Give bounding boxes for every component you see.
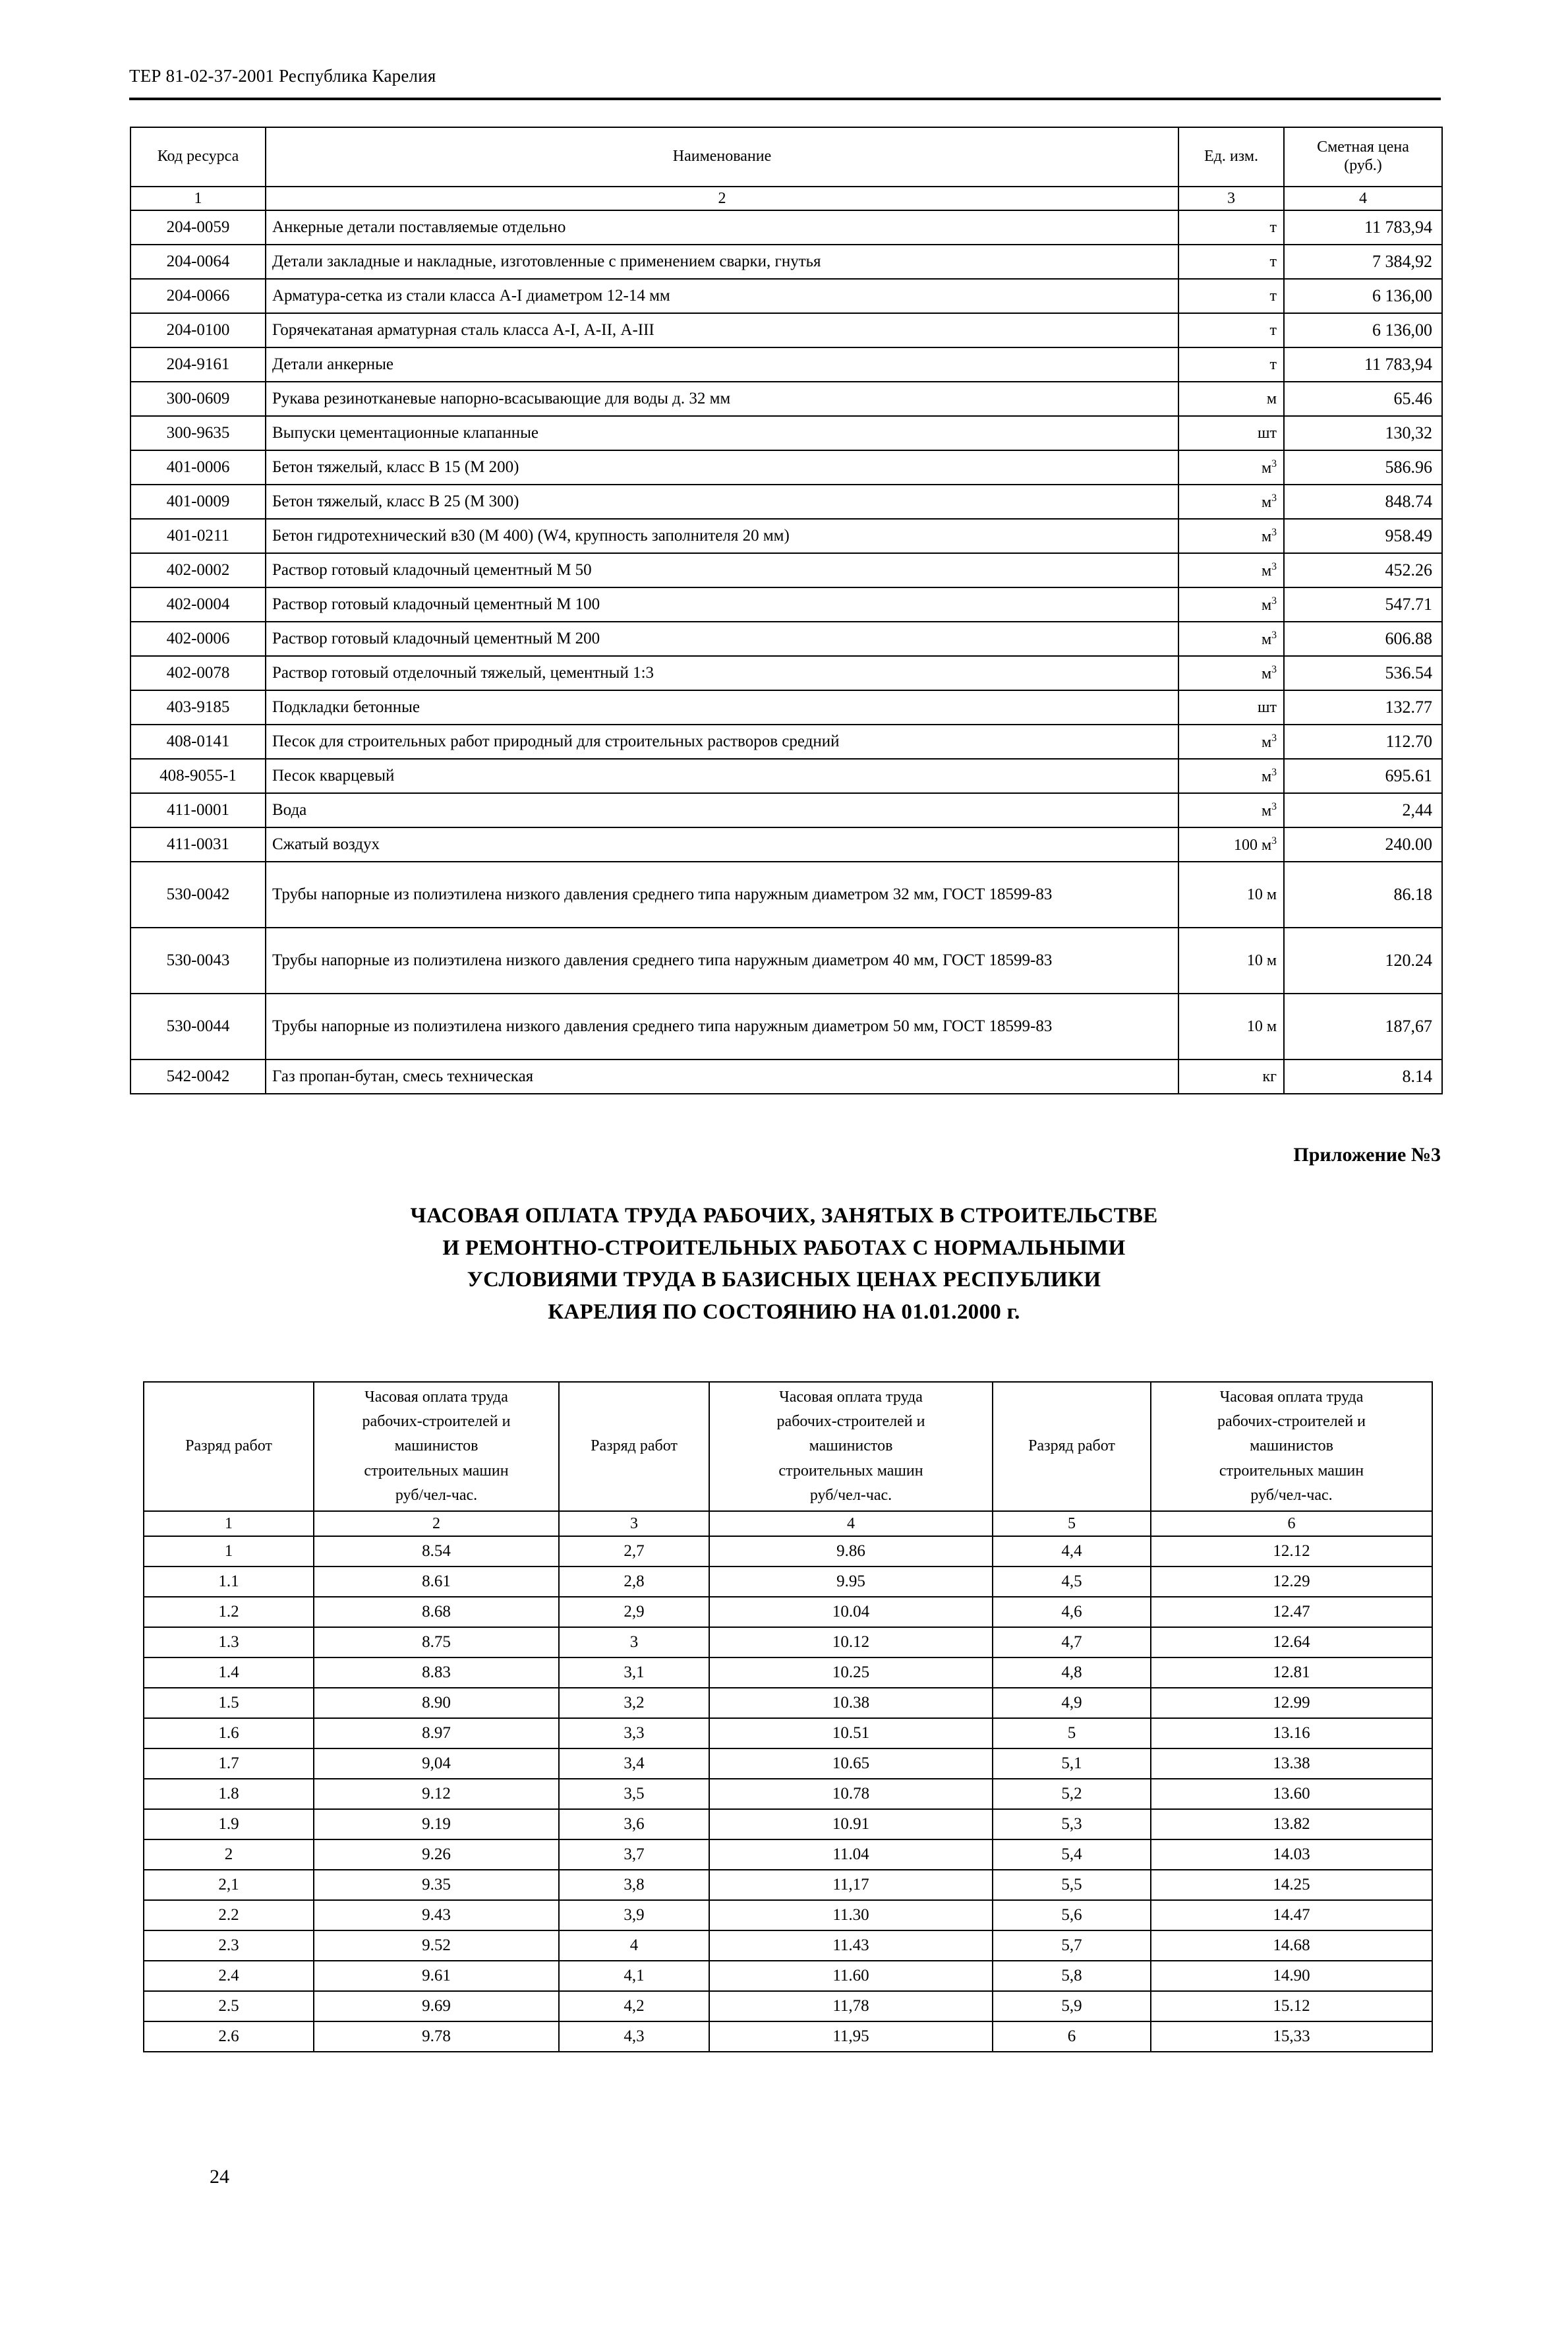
wage-grade-cell: 2,8 (559, 1567, 709, 1597)
wage-rate-cell: 8.90 (314, 1688, 559, 1718)
resource-unit-cell: $м^3$ (1178, 519, 1284, 553)
wage-rate-cell: 9.86 (709, 1536, 993, 1567)
resource-unit-cell: м (1178, 382, 1284, 416)
wage-rate-cell: 11,17 (709, 1870, 993, 1900)
wage-rate-cell: 10.12 (709, 1627, 993, 1657)
resource-name-cell: Раствор готовый кладочный цементный М 100 (266, 587, 1178, 622)
table-row (131, 622, 1442, 656)
appendix-title (0, 1200, 1568, 1328)
wage-grade-cell: 5,5 (993, 1870, 1151, 1900)
table-row (144, 1536, 1432, 1567)
resource-price-cell: 112.70 (1284, 725, 1442, 759)
wage-grade-cell: 5 (993, 1718, 1151, 1748)
resource-code-cell: 408-9055-1 (131, 759, 266, 793)
wage-grade-cell: 4,1 (559, 1961, 709, 1991)
wage-rate-cell: 8.68 (314, 1597, 559, 1627)
table-row (144, 1961, 1432, 1991)
resource-code-cell: 530-0042 (131, 862, 266, 928)
wage-rate-cell: 11.43 (709, 1930, 993, 1961)
wage-rate-cell: 8.61 (314, 1567, 559, 1597)
resource-code-cell: 402-0004 (131, 587, 266, 622)
wage-grade-cell: 3,5 (559, 1779, 709, 1809)
appendix-title-line: И РЕМОНТНО-СТРОИТЕЛЬНЫХ РАБОТАХ С НОРМАЛЬНЫМИ (442, 1236, 1126, 1260)
wage-grade-cell: 2,7 (559, 1536, 709, 1567)
resource-name-cell: Трубы напорные из полиэтилена низкого давления среднего типа наружным диаметром 50 мм, ГОСТ 18599-83 (266, 994, 1178, 1060)
wage-rate-cell: 14.47 (1151, 1900, 1432, 1930)
resource-unit-cell: $м^3$ (1178, 793, 1284, 827)
wage-header-rate-line: руб/чел-час. (1250, 1486, 1333, 1504)
wage-rate-cell: 14.03 (1151, 1839, 1432, 1870)
wage-header-rate-line: руб/чел-час. (809, 1486, 892, 1504)
resource-code-cell: 401-0009 (131, 485, 266, 519)
resource-code-cell: 403-9185 (131, 690, 266, 725)
wage-grade-cell: 4,7 (993, 1627, 1151, 1657)
wage-rate-cell: 12.29 (1151, 1567, 1432, 1597)
resource-price-cell: 586.96 (1284, 450, 1442, 485)
wage-header-grade: Разряд работ (993, 1382, 1151, 1511)
table-row (131, 656, 1442, 690)
resource-code-cell: 411-0001 (131, 793, 266, 827)
header-price-line2: (руб.) (1344, 157, 1382, 174)
wage-grade-cell: 5,2 (993, 1779, 1151, 1809)
resource-name-cell: Сжатый воздух (266, 827, 1178, 862)
resource-price-cell: 132.77 (1284, 690, 1442, 725)
hourly-wage-table-container (143, 1381, 1432, 2052)
wage-grade-cell: 5,4 (993, 1839, 1151, 1870)
resource-code-cell: 204-9161 (131, 347, 266, 382)
page-number: 24 (210, 2166, 229, 2188)
resource-name-cell: Трубы напорные из полиэтилена низкого давления среднего типа наружным диаметром 40 мм, ГОСТ 18599-83 (266, 928, 1178, 994)
resource-code-cell: 530-0044 (131, 994, 266, 1060)
resource-price-table-container (130, 127, 1441, 1094)
resource-unit-cell: $м^3$ (1178, 622, 1284, 656)
table-row (144, 2021, 1432, 2052)
wage-rate-cell: 12.64 (1151, 1627, 1432, 1657)
wage-rate-cell: 12.12 (1151, 1536, 1432, 1567)
wage-rate-cell: 13.38 (1151, 1748, 1432, 1779)
wage-rate-cell: 10.51 (709, 1718, 993, 1748)
resource-price-table (130, 127, 1443, 1094)
appendix-label: Приложение №3 (1293, 1144, 1441, 1166)
resource-price-cell: 8.14 (1284, 1060, 1442, 1094)
resource-price-cell: 536.54 (1284, 656, 1442, 690)
wage-header-rate (1151, 1382, 1432, 1511)
wage-grade-cell: 3,9 (559, 1900, 709, 1930)
resource-code-cell: 401-0211 (131, 519, 266, 553)
resource-unit-cell: 100 $м^3$ (1178, 827, 1284, 862)
wage-grade-cell: 2.3 (144, 1930, 314, 1961)
resource-name-cell: Рукава резинотканевые напорно-всасывающие для воды д. 32 мм (266, 382, 1178, 416)
document-header-code: ТЕР 81-02-37-2001 Республика Карелия (129, 66, 436, 86)
wage-rate-cell: 12.47 (1151, 1597, 1432, 1627)
resource-unit-cell: т (1178, 245, 1284, 279)
header-price (1284, 127, 1442, 187)
table-row (131, 553, 1442, 587)
wage-grade-cell: 3 (559, 1627, 709, 1657)
resource-unit-cell: 10 м (1178, 994, 1284, 1060)
table-row (131, 245, 1442, 279)
wage-grade-cell: 2.5 (144, 1991, 314, 2021)
resource-unit-cell: $м^3$ (1178, 485, 1284, 519)
resource-unit-cell: шт (1178, 416, 1284, 450)
col-number-3: 3 (1178, 187, 1284, 210)
resource-name-cell: Арматура-сетка из стали класса А-I диаметром 12-14 мм (266, 279, 1178, 313)
wage-rate-cell: 15.12 (1151, 1991, 1432, 2021)
wage-grade-cell: 3,4 (559, 1748, 709, 1779)
resource-name-cell: Детали анкерные (266, 347, 1178, 382)
wage-rate-cell: 8.97 (314, 1718, 559, 1748)
wage-rate-cell: 13.82 (1151, 1809, 1432, 1839)
table-row (144, 1718, 1432, 1748)
wage-rate-cell: 8.83 (314, 1657, 559, 1688)
wage-grade-cell: 6 (993, 2021, 1151, 2052)
wage-header-rate-line: строительных машин (1219, 1462, 1364, 1479)
wage-grade-cell: 3,2 (559, 1688, 709, 1718)
wage-grade-cell: 1.3 (144, 1627, 314, 1657)
wage-col-number: 4 (709, 1511, 993, 1536)
resource-name-cell: Раствор готовый кладочный цементный М 50 (266, 553, 1178, 587)
resource-price-cell: 120.24 (1284, 928, 1442, 994)
wage-rate-cell: 10.25 (709, 1657, 993, 1688)
resource-name-cell: Выпуски цементационные клапанные (266, 416, 1178, 450)
wage-header-rate (314, 1382, 559, 1511)
wage-header-rate-line: машинистов (1250, 1437, 1333, 1455)
resource-unit-cell: $м^3$ (1178, 656, 1284, 690)
col-number-2: 2 (266, 187, 1178, 210)
resource-unit-cell: $м^3$ (1178, 759, 1284, 793)
table-row (131, 210, 1442, 245)
table-row (131, 1060, 1442, 1094)
wage-grade-cell: 2.2 (144, 1900, 314, 1930)
wage-header-rate-line: машинистов (394, 1437, 479, 1455)
resource-price-cell: 6 136,00 (1284, 279, 1442, 313)
wage-grade-cell: 1.1 (144, 1567, 314, 1597)
wage-grade-cell: 2.6 (144, 2021, 314, 2052)
wage-rate-cell: 12.81 (1151, 1657, 1432, 1688)
table-row (131, 793, 1442, 827)
table-row (131, 759, 1442, 793)
resource-name-cell: Детали закладные и накладные, изготовленные с применением сварки, гнутья (266, 245, 1178, 279)
wage-grade-cell: 2 (144, 1839, 314, 1870)
resource-price-cell: 11 783,94 (1284, 347, 1442, 382)
resource-name-cell: Бетон тяжелый, класс В 15 (М 200) (266, 450, 1178, 485)
resource-unit-cell: т (1178, 347, 1284, 382)
table-row (131, 690, 1442, 725)
wage-rate-cell: 9,04 (314, 1748, 559, 1779)
resource-name-cell: Подкладки бетонные (266, 690, 1178, 725)
wage-grade-cell: 4,4 (993, 1536, 1151, 1567)
header-price-line1: Сметная цена (1317, 138, 1409, 156)
wage-rate-cell: 11.04 (709, 1839, 993, 1870)
header-name: Наименование (266, 127, 1178, 187)
wage-header-grade: Разряд работ (144, 1382, 314, 1511)
table-row (144, 1597, 1432, 1627)
resource-price-cell: 695.61 (1284, 759, 1442, 793)
appendix-title-line: КАРЕЛИЯ ПО СОСТОЯНИЮ НА 01.01.2000 г. (548, 1299, 1020, 1324)
wage-header-rate-line: рабочих-строителей и (362, 1413, 511, 1431)
wage-rate-cell: 11,95 (709, 2021, 993, 2052)
resource-price-cell: 86.18 (1284, 862, 1442, 928)
col-number-1: 1 (131, 187, 266, 210)
resource-price-cell: 452.26 (1284, 553, 1442, 587)
resource-code-cell: 204-0064 (131, 245, 266, 279)
table-row (144, 1809, 1432, 1839)
wage-table-body (144, 1536, 1432, 2052)
wage-grade-cell: 5,3 (993, 1809, 1151, 1839)
resource-price-cell: 547.71 (1284, 587, 1442, 622)
resource-unit-cell: кг (1178, 1060, 1284, 1094)
table-row (144, 1930, 1432, 1961)
resource-unit-cell: 10 м (1178, 928, 1284, 994)
wage-rate-cell: 11.60 (709, 1961, 993, 1991)
table-row (131, 862, 1442, 928)
wage-grade-cell: 1.6 (144, 1718, 314, 1748)
wage-grade-cell: 1.2 (144, 1597, 314, 1627)
wage-grade-cell: 3,7 (559, 1839, 709, 1870)
resource-code-cell: 411-0031 (131, 827, 266, 862)
resource-code-cell: 408-0141 (131, 725, 266, 759)
wage-rate-cell: 8.54 (314, 1536, 559, 1567)
resource-unit-cell: $м^3$ (1178, 725, 1284, 759)
resource-name-cell: Анкерные детали поставляемые отдельно (266, 210, 1178, 245)
resource-price-cell: 65.46 (1284, 382, 1442, 416)
table-row (131, 382, 1442, 416)
wage-header-rate-line: рабочих-строителей и (776, 1413, 925, 1431)
table-row (131, 450, 1442, 485)
table-row (131, 587, 1442, 622)
wage-header-rate-line: машинистов (809, 1437, 893, 1455)
resource-name-cell: Бетон гидротехнический в30 (М 400) (W4, крупность заполнителя 20 мм) (266, 519, 1178, 553)
wage-col-number: 5 (993, 1511, 1151, 1536)
wage-header-rate (709, 1382, 993, 1511)
wage-grade-cell: 2.4 (144, 1961, 314, 1991)
wage-rate-cell: 12.99 (1151, 1688, 1432, 1718)
wage-grade-cell: 4,2 (559, 1991, 709, 2021)
resource-name-cell: Газ пропан-бутан, смесь техническая (266, 1060, 1178, 1094)
resource-code-cell: 401-0006 (131, 450, 266, 485)
table-row (144, 1688, 1432, 1718)
wage-grade-cell: 4,8 (993, 1657, 1151, 1688)
wage-grade-cell: 3,3 (559, 1718, 709, 1748)
resource-table-head (131, 127, 1442, 210)
wage-grade-cell: 1.8 (144, 1779, 314, 1809)
wage-col-number: 2 (314, 1511, 559, 1536)
table-row (144, 1567, 1432, 1597)
wage-header-rate-line: рабочих-строителей и (1217, 1413, 1366, 1431)
resource-unit-cell: шт (1178, 690, 1284, 725)
resource-price-cell: 606.88 (1284, 622, 1442, 656)
resource-name-cell: Песок для строительных работ природный для строительных растворов средний (266, 725, 1178, 759)
wage-col-number: 6 (1151, 1511, 1432, 1536)
table-row (144, 1839, 1432, 1870)
resource-code-cell: 204-0100 (131, 313, 266, 347)
resource-code-cell: 402-0006 (131, 622, 266, 656)
resource-unit-cell: 10 м (1178, 862, 1284, 928)
resource-code-cell: 300-0609 (131, 382, 266, 416)
resource-price-cell: 130,32 (1284, 416, 1442, 450)
resource-unit-cell: $м^3$ (1178, 553, 1284, 587)
resource-name-cell: Раствор готовый кладочный цементный М 200 (266, 622, 1178, 656)
col-number-4: 4 (1284, 187, 1442, 210)
wage-grade-cell: 5,1 (993, 1748, 1151, 1779)
table-row (131, 994, 1442, 1060)
wage-rate-cell: 15,33 (1151, 2021, 1432, 2052)
table-row (144, 1900, 1432, 1930)
resource-code-cell: 402-0002 (131, 553, 266, 587)
wage-table-header-row (144, 1382, 1432, 1511)
wage-rate-cell: 9.19 (314, 1809, 559, 1839)
wage-grade-cell: 5,7 (993, 1930, 1151, 1961)
resource-name-cell: Вода (266, 793, 1178, 827)
wage-rate-cell: 11,78 (709, 1991, 993, 2021)
header-divider-rule (129, 98, 1441, 100)
wage-rate-cell: 10.78 (709, 1779, 993, 1809)
resource-name-cell: Песок кварцевый (266, 759, 1178, 793)
wage-header-rate-line: Часовая оплата труда (1219, 1388, 1364, 1406)
header-code: Код ресурса (131, 127, 266, 187)
table-row (144, 1870, 1432, 1900)
wage-grade-cell: 3,1 (559, 1657, 709, 1688)
table-row (131, 416, 1442, 450)
wage-rate-cell: 9.12 (314, 1779, 559, 1809)
wage-rate-cell: 9.61 (314, 1961, 559, 1991)
resource-code-cell: 204-0066 (131, 279, 266, 313)
resource-price-cell: 2,44 (1284, 793, 1442, 827)
wage-grade-cell: 4,3 (559, 2021, 709, 2052)
wage-grade-cell: 5,8 (993, 1961, 1151, 1991)
wage-col-number: 3 (559, 1511, 709, 1536)
wage-table-column-number-row (144, 1511, 1432, 1536)
table-row (144, 1748, 1432, 1779)
wage-rate-cell: 13.16 (1151, 1718, 1432, 1748)
resource-name-cell: Трубы напорные из полиэтилена низкого давления среднего типа наружным диаметром 32 мм, ГОСТ 18599-83 (266, 862, 1178, 928)
resource-price-cell: 848.74 (1284, 485, 1442, 519)
wage-header-grade: Разряд работ (559, 1382, 709, 1511)
resource-name-cell: Горячекатаная арматурная сталь класса А-I, А-II, А-III (266, 313, 1178, 347)
table-row (131, 347, 1442, 382)
appendix-title-line: ЧАСОВАЯ ОПЛАТА ТРУДА РАБОЧИХ, ЗАНЯТЫХ В СТРОИТЕЛЬСТВЕ (410, 1204, 1158, 1228)
resource-unit-cell: т (1178, 279, 1284, 313)
wage-rate-cell: 14.25 (1151, 1870, 1432, 1900)
hourly-wage-table (143, 1381, 1433, 2052)
wage-rate-cell: 8.75 (314, 1627, 559, 1657)
wage-grade-cell: 4,9 (993, 1688, 1151, 1718)
resource-name-cell: Бетон тяжелый, класс В 25 (М 300) (266, 485, 1178, 519)
resource-table-column-number-row (131, 187, 1442, 210)
resource-code-cell: 300-9635 (131, 416, 266, 450)
wage-grade-cell: 3,8 (559, 1870, 709, 1900)
resource-unit-cell: $м^3$ (1178, 587, 1284, 622)
wage-col-number: 1 (144, 1511, 314, 1536)
resource-table-body (131, 210, 1442, 1094)
resource-price-cell: 187,67 (1284, 994, 1442, 1060)
resource-unit-cell: т (1178, 210, 1284, 245)
wage-grade-cell: 2,9 (559, 1597, 709, 1627)
resource-code-cell: 204-0059 (131, 210, 266, 245)
wage-rate-cell: 9.26 (314, 1839, 559, 1870)
wage-grade-cell: 1.4 (144, 1657, 314, 1688)
resource-unit-cell: т (1178, 313, 1284, 347)
wage-grade-cell: 5,6 (993, 1900, 1151, 1930)
table-row (131, 519, 1442, 553)
wage-grade-cell: 1.7 (144, 1748, 314, 1779)
resource-price-cell: 240.00 (1284, 827, 1442, 862)
wage-table-head (144, 1382, 1432, 1536)
table-row (131, 725, 1442, 759)
resource-price-cell: 6 136,00 (1284, 313, 1442, 347)
wage-rate-cell: 10.91 (709, 1809, 993, 1839)
resource-price-cell: 7 384,92 (1284, 245, 1442, 279)
table-row (144, 1991, 1432, 2021)
table-row (144, 1779, 1432, 1809)
wage-header-rate-line: руб/чел-час. (395, 1486, 478, 1504)
wage-grade-cell: 4,6 (993, 1597, 1151, 1627)
table-row (131, 485, 1442, 519)
resource-name-cell: Раствор готовый отделочный тяжелый, цементный 1:3 (266, 656, 1178, 690)
wage-header-rate-line: Часовая оплата труда (779, 1388, 923, 1406)
wage-rate-cell: 14.90 (1151, 1961, 1432, 1991)
resource-price-cell: 958.49 (1284, 519, 1442, 553)
wage-rate-cell: 9.78 (314, 2021, 559, 2052)
wage-grade-cell: 2,1 (144, 1870, 314, 1900)
wage-grade-cell: 4,5 (993, 1567, 1151, 1597)
wage-rate-cell: 10.38 (709, 1688, 993, 1718)
wage-grade-cell: 1 (144, 1536, 314, 1567)
wage-grade-cell: 4 (559, 1930, 709, 1961)
wage-header-rate-line: Часовая оплата труда (364, 1388, 508, 1406)
wage-grade-cell: 5,9 (993, 1991, 1151, 2021)
wage-rate-cell: 9.95 (709, 1567, 993, 1597)
header-unit: Ед. изм. (1178, 127, 1284, 187)
wage-rate-cell: 11.30 (709, 1900, 993, 1930)
wage-rate-cell: 9.52 (314, 1930, 559, 1961)
wage-rate-cell: 9.43 (314, 1900, 559, 1930)
wage-header-rate-line: строительных машин (364, 1462, 509, 1479)
wage-grade-cell: 3,6 (559, 1809, 709, 1839)
resource-unit-cell: $м^3$ (1178, 450, 1284, 485)
wage-grade-cell: 1.5 (144, 1688, 314, 1718)
resource-code-cell: 402-0078 (131, 656, 266, 690)
table-row (131, 827, 1442, 862)
wage-rate-cell: 14.68 (1151, 1930, 1432, 1961)
table-row (131, 279, 1442, 313)
wage-header-rate-line: строительных машин (778, 1462, 923, 1479)
wage-rate-cell: 9.35 (314, 1870, 559, 1900)
table-row (131, 313, 1442, 347)
resource-table-header-row (131, 127, 1442, 187)
wage-rate-cell: 13.60 (1151, 1779, 1432, 1809)
resource-code-cell: 542-0042 (131, 1060, 266, 1094)
table-row (144, 1657, 1432, 1688)
resource-price-cell: 11 783,94 (1284, 210, 1442, 245)
wage-rate-cell: 10.04 (709, 1597, 993, 1627)
wage-rate-cell: 9.69 (314, 1991, 559, 2021)
wage-rate-cell: 10.65 (709, 1748, 993, 1779)
wage-grade-cell: 1.9 (144, 1809, 314, 1839)
table-row (144, 1627, 1432, 1657)
resource-code-cell: 530-0043 (131, 928, 266, 994)
appendix-title-line: УСЛОВИЯМИ ТРУДА В БАЗИСНЫХ ЦЕНАХ РЕСПУБЛИКИ (467, 1268, 1101, 1292)
table-row (131, 928, 1442, 994)
